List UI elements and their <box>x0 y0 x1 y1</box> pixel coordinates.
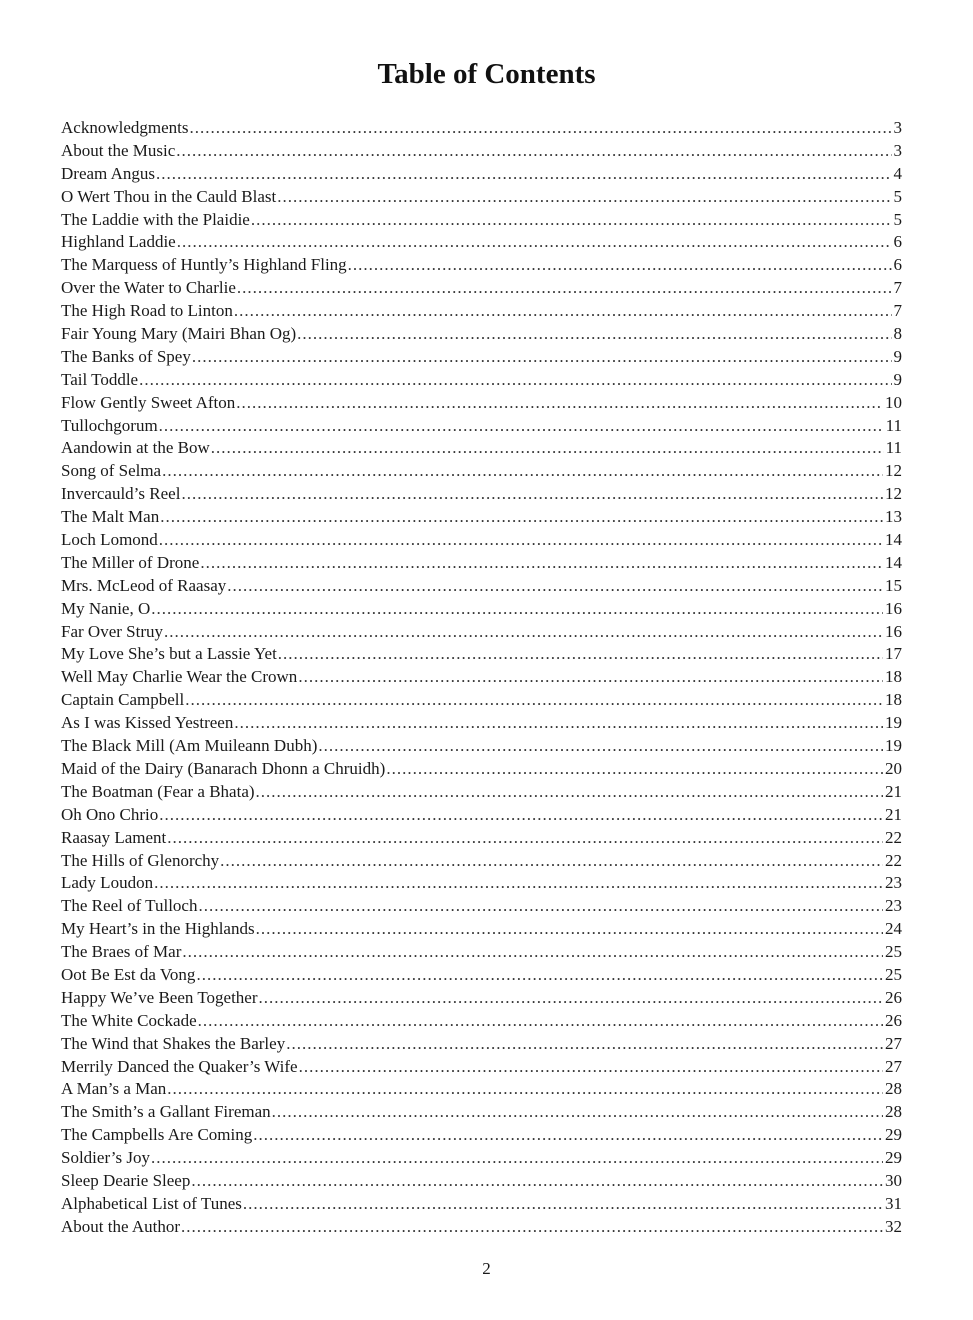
toc-entry <box>61 415 902 438</box>
toc-entry-page: 30 <box>885 1170 902 1190</box>
toc-entry <box>61 186 902 209</box>
dot-leader <box>198 1010 883 1033</box>
toc-entry-page: 23 <box>885 896 902 916</box>
dot-leader <box>200 552 883 575</box>
toc-entry <box>61 392 902 415</box>
toc-entry <box>61 575 902 598</box>
dot-leader <box>182 941 883 964</box>
toc-entry <box>61 1170 902 1193</box>
toc-entry <box>61 895 902 918</box>
toc-entry-page: 28 <box>885 1079 902 1099</box>
toc-entry-page: 26 <box>885 1010 902 1030</box>
toc-entry <box>61 1010 902 1033</box>
toc-entry-page: 14 <box>885 552 902 572</box>
dot-leader <box>253 1124 883 1147</box>
toc-entry <box>61 850 902 873</box>
dot-leader <box>286 1033 883 1056</box>
toc-entry-page: 29 <box>885 1125 902 1145</box>
toc-entry <box>61 209 902 232</box>
dot-leader <box>243 1193 883 1216</box>
toc-entry-page: 11 <box>885 415 902 435</box>
toc-entry <box>61 483 902 506</box>
dot-leader <box>181 483 883 506</box>
toc-entry <box>61 712 902 735</box>
toc-entry-page: 9 <box>893 369 902 389</box>
toc-entry-title: About the Music <box>61 140 176 160</box>
dot-leader <box>185 689 883 712</box>
toc-entry-title: Well May Charlie Wear the Crown <box>61 667 298 687</box>
page-title: Table of Contents <box>377 58 596 90</box>
toc-entry <box>61 918 902 941</box>
toc-entry-title: Fair Young Mary (Mairi Bhan Og) <box>61 324 297 344</box>
toc-entry-title: Song of Selma <box>61 461 162 481</box>
toc-entry-title: Tail Toddle <box>61 369 139 389</box>
dot-leader <box>160 506 883 529</box>
toc-entry <box>61 964 902 987</box>
toc-entry <box>61 804 902 827</box>
toc-entry-title: The White Cockade <box>61 1010 197 1030</box>
dot-leader <box>151 598 883 621</box>
toc-entry <box>61 941 902 964</box>
toc-entry <box>61 1124 902 1147</box>
toc-entry-page: 12 <box>885 461 902 481</box>
dot-leader <box>159 529 883 552</box>
toc-entry <box>61 987 902 1010</box>
toc-entry-page: 26 <box>885 987 902 1007</box>
toc-entry-title: Soldier’s Joy <box>61 1148 150 1168</box>
toc-entry-title: My Love She’s but a Lassie Yet <box>61 644 277 664</box>
toc-entry-page: 12 <box>885 484 902 504</box>
toc-entry <box>61 163 902 186</box>
dot-leader <box>297 323 891 346</box>
toc-entry-page: 19 <box>885 736 902 756</box>
toc-entry <box>61 529 902 552</box>
dot-leader <box>386 758 883 781</box>
toc-entry-page: 3 <box>893 140 902 160</box>
toc-entry <box>61 323 902 346</box>
dot-leader <box>256 781 883 804</box>
toc-entry-title: The High Road to Linton <box>61 301 233 321</box>
dot-leader <box>159 804 883 827</box>
toc-entry-page: 5 <box>893 186 902 206</box>
toc-entry-page: 20 <box>885 758 902 778</box>
toc-entry-title: Sleep Dearie Sleep <box>61 1170 191 1190</box>
dot-leader <box>348 254 892 277</box>
toc-entry-page: 27 <box>885 1033 902 1053</box>
toc-entry-title: The Marquess of Huntly’s Highland Fling <box>61 255 347 275</box>
toc-entry-page: 23 <box>885 873 902 893</box>
toc-entry-title: The Laddie with the Plaidie <box>61 209 250 229</box>
toc-entry-title: The Hills of Glenorchy <box>61 850 220 870</box>
toc-entry-title: The Wind that Shakes the Barley <box>61 1033 286 1053</box>
page-number: 2 <box>482 1259 491 1278</box>
toc-entry <box>61 1033 902 1056</box>
toc-entry <box>61 117 902 140</box>
dot-leader <box>151 1147 883 1170</box>
toc-entry-page: 31 <box>885 1193 902 1213</box>
toc-entry-page: 22 <box>885 850 902 870</box>
toc-entry <box>61 1056 902 1079</box>
toc-entry <box>61 735 902 758</box>
toc-entry <box>61 1078 902 1101</box>
toc-entry <box>61 254 902 277</box>
toc-entry-page: 27 <box>885 1056 902 1076</box>
toc-entry-page: 32 <box>885 1216 902 1236</box>
toc-entry-title: Alphabetical List of Tunes <box>61 1193 242 1213</box>
toc-entry-title: Merrily Danced the Quaker’s Wife <box>61 1056 298 1076</box>
toc-entry-title: O Wert Thou in the Cauld Blast <box>61 186 277 206</box>
toc-entry-title: Highland Laddie <box>61 232 176 252</box>
dot-leader <box>272 1101 883 1124</box>
dot-leader <box>196 964 883 987</box>
toc-entry-title: The Smith’s a Gallant Fireman <box>61 1102 271 1122</box>
toc-entry-title: About the Author <box>61 1216 180 1236</box>
dot-leader <box>299 1056 883 1079</box>
toc-entry <box>61 437 902 460</box>
toc-entry-page: 3 <box>893 118 902 137</box>
toc-entry <box>61 552 902 575</box>
toc-entry <box>61 277 902 300</box>
dot-leader <box>278 643 883 666</box>
dot-leader <box>167 1078 883 1101</box>
toc-entry-page: 22 <box>885 827 902 847</box>
toc-entry-title: Over the Water to Charlie <box>61 278 236 298</box>
toc-entry-title: The Black Mill (Am Muileann Dubh) <box>61 736 318 756</box>
toc-entry-page: 16 <box>885 621 902 641</box>
toc-entry-page: 10 <box>885 392 902 412</box>
toc-entry <box>61 231 902 254</box>
dot-leader <box>167 827 883 850</box>
toc-entry <box>61 1147 902 1170</box>
toc-entry-title: Tullochgorum <box>61 415 158 435</box>
toc-entry <box>61 369 902 392</box>
dot-leader <box>298 666 883 689</box>
toc-entry-title: A Man’s a Man <box>61 1079 167 1099</box>
dot-leader <box>192 346 892 369</box>
toc-entry-title: The Braes of Mar <box>61 942 182 962</box>
toc-entry-title: Loch Lomond <box>61 530 158 550</box>
toc-entry <box>61 621 902 644</box>
toc-entry-title: Maid of the Dairy (Banarach Dhonn a Chruidh) <box>61 758 386 778</box>
toc-entry-title: The Boatman (Fear a Bhata) <box>61 781 255 801</box>
toc-entry-page: 28 <box>885 1102 902 1122</box>
dot-leader <box>181 1216 883 1239</box>
toc-entry-title: Happy We’ve Been Together <box>61 987 258 1007</box>
toc-entry-page: 18 <box>885 667 902 687</box>
dot-leader <box>176 140 891 163</box>
toc-entry-title: The Reel of Tulloch <box>61 896 198 916</box>
toc-entry-page: 11 <box>885 438 902 458</box>
toc-entry-title: My Nanie, O <box>61 598 151 618</box>
dot-leader <box>220 850 883 873</box>
toc-entry-page: 19 <box>885 713 902 733</box>
dot-leader <box>251 209 892 232</box>
toc-entry-page: 5 <box>893 209 902 229</box>
toc-entry-page: 16 <box>885 598 902 618</box>
toc-entry-title: The Campbells Are Coming <box>61 1125 253 1145</box>
dot-leader <box>154 872 883 895</box>
toc-entry-page: 13 <box>885 507 902 527</box>
toc-entry <box>61 1216 902 1239</box>
toc-entry-title: Lady Loudon <box>61 873 154 893</box>
dot-leader <box>234 300 892 323</box>
toc-entry-page: 25 <box>885 942 902 962</box>
toc-entry <box>61 872 902 895</box>
toc-entry-page: 8 <box>893 324 902 344</box>
dot-leader <box>159 415 884 438</box>
toc-entry <box>61 506 902 529</box>
toc-entry-page: 9 <box>893 346 902 366</box>
toc-entry-title: Oh Ono Chrio <box>61 804 159 824</box>
toc-entry <box>61 300 902 323</box>
toc-entry-title: Raasay Lament <box>61 827 167 847</box>
toc-entry <box>61 346 902 369</box>
dot-leader <box>164 621 883 644</box>
dot-leader <box>277 186 891 209</box>
dot-leader <box>236 392 883 415</box>
toc-entry-page: 21 <box>885 781 902 801</box>
toc-entry <box>61 689 902 712</box>
dot-leader <box>234 712 883 735</box>
toc-entry-title: The Miller of Drone <box>61 552 200 572</box>
toc-entry-page: 7 <box>893 278 902 298</box>
dot-leader <box>177 231 892 254</box>
toc-entry-title: Aandowin at the Bow <box>61 438 210 458</box>
toc-entry-page: 21 <box>885 804 902 824</box>
toc-entry-page: 6 <box>893 232 902 252</box>
dot-leader <box>156 163 892 186</box>
dot-leader <box>189 117 891 140</box>
toc-entry <box>61 666 902 689</box>
toc-entry <box>61 827 902 850</box>
toc-entry-page: 14 <box>885 530 902 550</box>
dot-leader <box>256 918 883 941</box>
toc-entry-page: 24 <box>885 919 902 939</box>
dot-leader <box>237 277 892 300</box>
toc-entry-title: The Banks of Spey <box>61 346 191 366</box>
dot-leader <box>259 987 884 1010</box>
dot-leader <box>227 575 883 598</box>
toc-entry-title: Oot Be Est da Vong <box>61 964 196 984</box>
toc-entry <box>61 643 902 666</box>
toc-entry-title: Invercauld’s Reel <box>61 484 181 504</box>
dot-leader <box>211 437 884 460</box>
toc-entry-page: 7 <box>893 301 902 321</box>
toc-entry-page: 25 <box>885 964 902 984</box>
toc-entry <box>61 598 902 621</box>
dot-leader <box>198 895 883 918</box>
toc-entry <box>61 140 902 163</box>
dot-leader <box>162 460 883 483</box>
dot-leader <box>318 735 883 758</box>
dot-leader <box>139 369 891 392</box>
dot-leader <box>191 1170 883 1193</box>
toc-entry-title: As I was Kissed Yestreen <box>61 713 234 733</box>
toc-entry-title: Captain Campbell <box>61 690 185 710</box>
toc-entry-page: 18 <box>885 690 902 710</box>
toc-entry-title: Mrs. McLeod of Raasay <box>61 575 227 595</box>
toc-entry-title: Flow Gently Sweet Afton <box>61 392 236 412</box>
table-of-contents <box>61 117 902 1239</box>
toc-entry <box>61 460 902 483</box>
toc-entry-page: 17 <box>885 644 902 664</box>
toc-entry <box>61 1101 902 1124</box>
toc-entry <box>61 758 902 781</box>
toc-entry-title: Dream Angus <box>61 163 155 183</box>
toc-entry-title: Far Over Struy <box>61 621 163 641</box>
toc-entry-page: 6 <box>893 255 902 275</box>
toc-entry <box>61 1193 902 1216</box>
toc-entry-title: Acknowledgments <box>61 118 189 137</box>
toc-entry-page: 15 <box>885 575 902 595</box>
toc-entry <box>61 781 902 804</box>
toc-entry-title: The Malt Man <box>61 507 160 527</box>
toc-entry-title: My Heart’s in the Highlands <box>61 919 255 939</box>
toc-entry-page: 29 <box>885 1148 902 1168</box>
toc-entry-page: 4 <box>893 163 902 183</box>
